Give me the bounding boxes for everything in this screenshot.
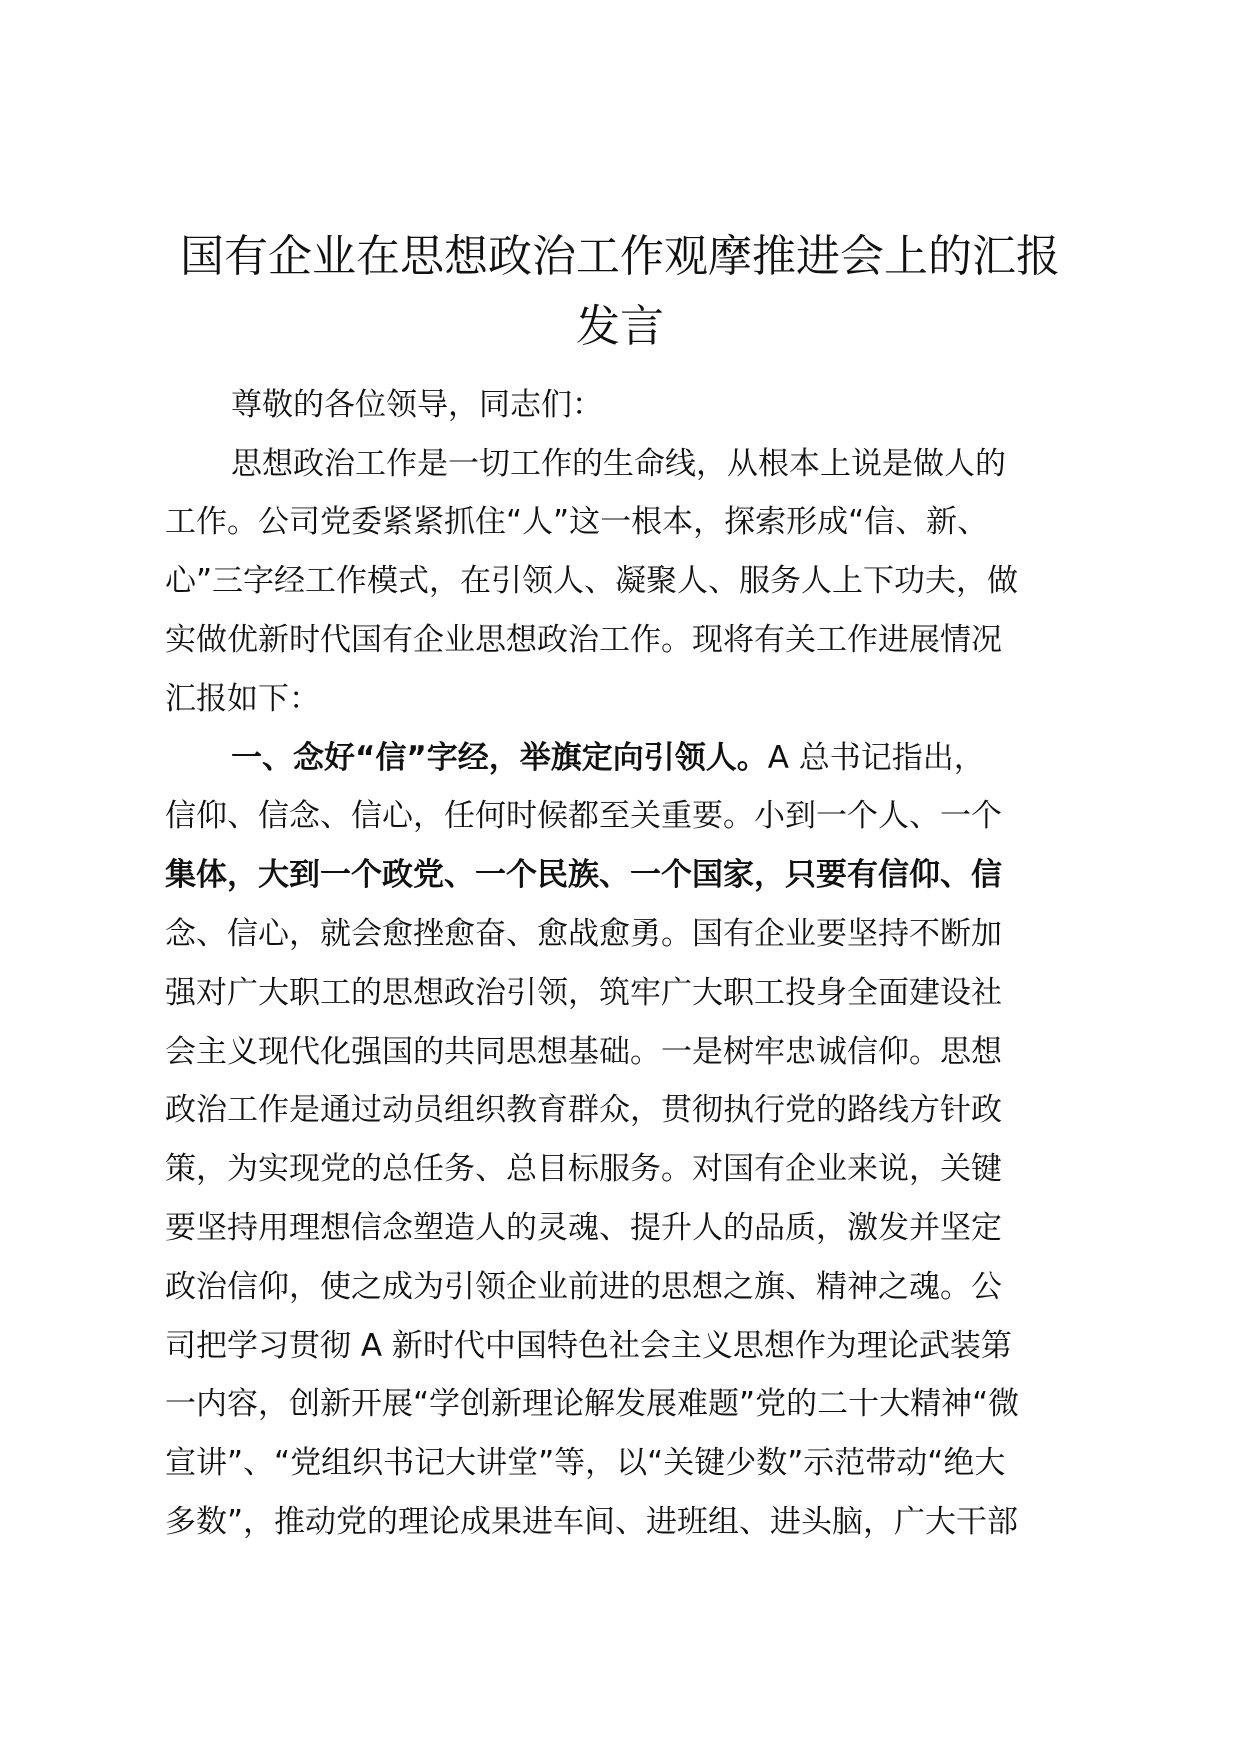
body-text: A 总书记指出， — [767, 740, 985, 776]
body-line: 政治工作是通过动员组织教育群众，贯彻执行党的路线方针政 — [165, 1092, 1002, 1128]
body-line: 汇报如下： — [165, 681, 320, 717]
body-line: 会主义现代化强国的共同思想基础。一是树牢忠诚信仰。思想 — [165, 1034, 1002, 1070]
document-title-line-2: 发言 — [576, 301, 664, 352]
body-line: 一内容，创新开展“学创新理论解发展难题”党的二十大精神“微 — [165, 1386, 1020, 1422]
body-line: 念、信心，就会愈挫愈奋、愈战愈勇。国有企业要坚持不断加 — [165, 916, 1002, 952]
body-line: 宣讲”、“党组织书记大讲堂”等，以“关键少数”示范带动“绝大 — [165, 1445, 1006, 1481]
body-line: 要坚持用理想信念塑造人的灵魂、提升人的品质，激发并坚定 — [165, 1210, 1002, 1246]
body-line: 多数”，推动党的理论成果进车间、进班组、进头脑，广大干部 — [165, 1504, 1019, 1540]
body-line: 实做优新时代国有企业思想政治工作。现将有关工作进展情况 — [165, 622, 1002, 658]
body-line: 思想政治工作是一切工作的生命线，从根本上说是做人的 — [231, 446, 1006, 482]
quote-line-bold: 集体，大到一个政党、一个民族、一个国家，只要有信仰、信 — [165, 857, 1002, 893]
body-line: 策，为实现党的总任务、总目标服务。对国有企业来说，关键 — [165, 1151, 1002, 1187]
salutation: 尊敬的各位领导，同志们： — [231, 387, 603, 423]
body-line: 心”三字经工作模式，在引领人、凝聚人、服务人上下功夫，做 — [165, 563, 1019, 599]
section-heading-line — [165, 738, 1151, 778]
body-line: 强对广大职工的思想政治引领，筑牢广大职工投身全面建设社 — [165, 975, 1002, 1011]
body-line: 工作。公司党委紧紧抓住“人”这一根本，探索形成“信、新、 — [165, 504, 989, 540]
document-title-line-1: 国有企业在思想政治工作观摩推进会上的汇报 — [180, 231, 1060, 282]
section-heading: 一、念好“信”字经，举旗定向引领人。 — [231, 740, 768, 776]
body-line: 司把学习贯彻 A 新时代中国特色社会主义思想作为理论武装第 — [165, 1328, 1012, 1364]
body-line: 政治信仰，使之成为引领企业前进的思想之旗、精神之魂。公 — [165, 1269, 1002, 1305]
body-line: 信仰、信念、信心，任何时候都至关重要。小到一个人、一个 — [165, 798, 1002, 834]
